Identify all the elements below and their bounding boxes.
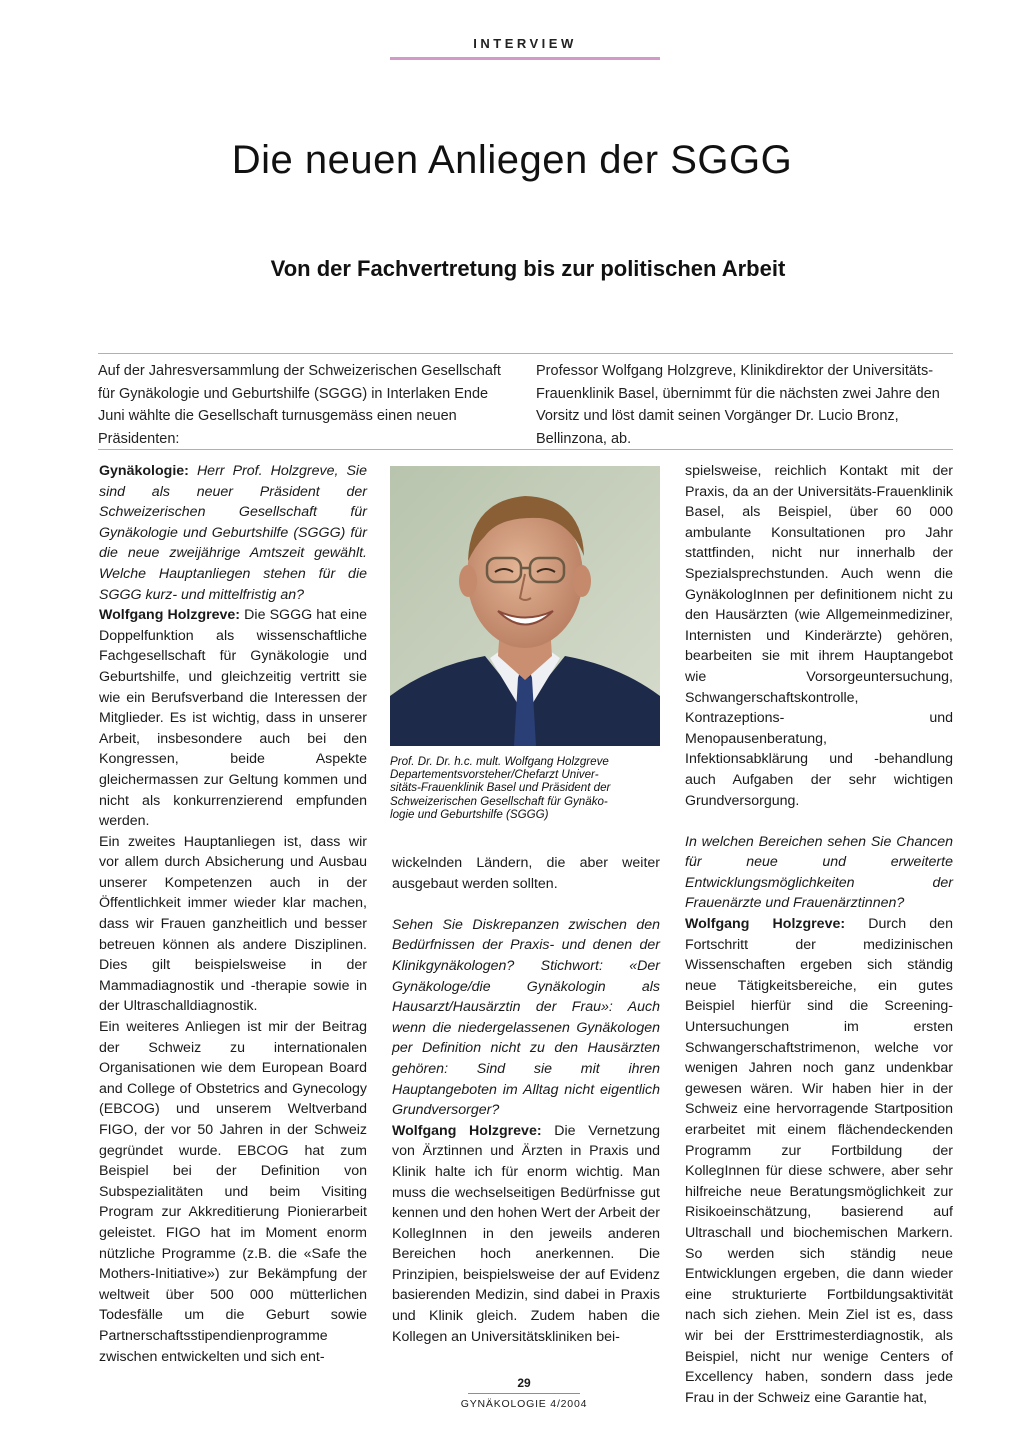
lead-left: Auf der Jahresversammlung der Schweizerischen Gesellschaft für Gynäkologie und Geburtshilfe (SGGG) in Interlaken Ende Juni wählte die Gesellschaft turnusgemäss einen neuen Präsidenten: (98, 363, 501, 447)
article-title: Die neuen Anliegen der SGGG (231, 138, 793, 182)
answer-3-speaker: Wolfgang Holzgreve: (685, 916, 846, 933)
portrait-illustration (390, 466, 660, 746)
caption-line-3: sitäts-Frauenklinik Basel und Präsident der (390, 781, 611, 795)
answer-3-text: Durch den Fortschritt der medizinischen Wissenschaften ergeben sich ständig neue Tätigkeitsbereiche, ein gutes Beispiel hierfür sind die Screening-Untersuchungen im ersten Schwangerschaftstrimenon, welche vor wenigen Jahren noch ganz undenkbar gewesen wären. Wir haben hier in der Schweiz eine hervorragende Startposition erarbeitet mit einem flächendeckenden Programm zur Fortbildung der KollegInnen für diese schwere, aber sehr hilfreiche neue Beratungsmöglichkeit zur Risikoeinschätzung, basierend auf Ultraschall und biochemischen Markern. So werden sich ständig neue Entwicklungen ergeben, die dann wieder eine strukturierte Fortbildungsaktivität nach sich ziehen. Mein Ziel ist es, dass wir bei der Ersttrimesterdiagnostik, als Beispiel, nicht nur wenige Centers of Excellency haben, sondern dass jede Frau in der Schweiz eine Garantie hat, (685, 916, 953, 1406)
caption-line-4: Schweizerischen Gesellschaft für Gynäko- (390, 794, 608, 808)
lead-right: Professor Wolfgang Holzgreve, Klinikdirektor der Universitäts-Frauenklinik Basel, übernimmt für die nächsten zwei Jahre den Vorsitz und löst damit seinen Vorgänger Dr. Lucio Bronz, Bellinzona, ab. (536, 363, 940, 447)
answer-1-para-2: Ein zweites Hauptanliegen ist, dass wir vor allem durch Absicherung und Ausbau unserer Kompetenzen auch in der Öffentlichkeit immer wieder klar machen, dass wir Frauen ganzheitlich und besser betreuen können als andere Disziplinen. Dies gilt beispielsweise in der Mammadiagnostik und -therapie sowie in der Ultraschalldiagnostik. (99, 833, 367, 1015)
caption-line-5: logie und Geburtshilfe (SGGG) (390, 807, 549, 821)
section-label: INTERVIEW (473, 36, 577, 51)
question-1-speaker: Gynäkologie: (99, 463, 189, 479)
caption-name: Prof. Dr. Dr. h.c. mult. Wolfgang Holzgreve (390, 755, 609, 768)
answer-2 (392, 1121, 660, 1348)
column-1 (99, 461, 367, 1367)
column-3 (685, 461, 953, 1408)
footer-rule (468, 1393, 580, 1394)
page-number: 29 (517, 1376, 531, 1390)
answer-2-text: Die Vernetzung von Ärztinnen und Ärzten in Praxis und Klinik halte ich für enorm wichtig. Man muss die wechselseitigen Bedürfnisse gut kennen und den hohen Wert der Arbeit der KollegInnen in den jeweils anderen Bereichen hoch anerkennen. Die Prinzipien, beispielsweise der auf Evidenz basierenden Medizin, sind dabei in Praxis und Klinik gleich. Zudem haben die Kollegen an Universitätskliniken bei- (392, 1122, 660, 1345)
caption-line-2: Departementsvorsteher/Chefarzt Univer- (390, 768, 599, 782)
answer-1-para-1: Die SGGG hat eine Doppelfunktion als wissenschaftliche Fachgesellschaft für Gynäkologie und Geburtshilfe, und gleichzeitig vertritt sie wie ein Berufsverband die Interessen der Mitglieder. Es ist wichtig, dass in unserer Arbeit, insbesondere auch bei den Kongressen, beide Aspekte gleichermassen zur Geltung kommen und nicht als konkurrenzierend empfunden werden. (99, 607, 367, 830)
section-rule (390, 57, 660, 60)
column-2 (392, 853, 660, 1347)
publication-name: GYNÄKOLOGIE 4/2004 (460, 1398, 588, 1410)
photo-caption (390, 755, 660, 821)
answer-1-speaker: Wolfgang Holzgreve: (99, 607, 241, 624)
article-subtitle: Von der Fachvertretung bis zur politischen Arbeit (270, 256, 786, 281)
question-1-text: Herr Prof. Holzgreve, Sie sind als neuer Präsident der Schweizerischen Gesellschaft für Gynäkologie und Geburtshilfe (SGGG) für die neue zweijährige Amtszeit gewählt. Welche Hauptanliegen stehen für die SGGG kurz- und mittelfristig an? (99, 463, 367, 603)
answer-2-speaker: Wolfgang Holzgreve: (392, 1122, 542, 1139)
lead-bottom-rule (98, 449, 953, 450)
question-1 (99, 461, 367, 605)
question-3: In welchen Bereichen sehen Sie Chancen für neue und erweiterte Entwicklungsmöglichkeiten der Frauenärzte und Frauenärztinnen? (685, 833, 953, 912)
question-2: Sehen Sie Diskrepanzen zwischen den Bedürfnissen der Praxis- und denen der Klinikgynäkologen? Stichwort: «Der Gynäkologe/die Gynäkologin als Hausarzt/Hausärztin der Frau»: Auch wenn die niedergelassenen Gynäkologen per Definition nicht zu den Hausärzten gehören: Sind sie mit ihren Hauptangeboten im Alltag nicht eigentlich Grundversorger? (392, 916, 660, 1119)
answer-3 (685, 914, 953, 1408)
lead-top-rule (98, 353, 953, 354)
answer-1-para-3: Ein weiteres Anliegen ist mir der Beitrag der Schweiz zu internationalen Organisationen wie dem European Board and College of Obstetrics and Gynecology (EBCOG) und unserem Weltverband FIGO, der vor 50 Jahren in der Schweiz gegründet wurde. EBCOG hat zum Beispiel bei der Definition von Subspezialitäten und beim Visiting Program zur Akkreditierung Pionierarbeit geleistet. FIGO hat im Moment enorm nützliche Programme (z.B. die «Safe the Mothers-Initiative») zur Bekämpfung der weltweit über 500 000 mütterlichen Todesfälle um die Geburt sowie Partnerschaftsstipendienprogramme zwischen entwickelten und sich ent- (99, 1019, 367, 1365)
answer-1 (99, 605, 367, 832)
portrait-photo (390, 466, 660, 746)
column-3-continuation: spielsweise, reichlich Kontakt mit der Praxis, da an der Universitäts-Frauenklinik Basel, als Beispiel, über 60 000 ambulante Konsultationen pro Jahr stattfinden, nicht nur innerhalb der Spezialsprechstunden. Auch wenn die GynäkologInnen per definitionem nicht zu den Hausärzten (wie Allgemeinmediziner, Internisten und Kinderärzte) gehören, bearbeiten sie mit ihrem Hauptangebot wie Vorsorgeuntersuchung, Schwangerschaftskontrolle, Kontrazeptions- und Menopausenberatung, Infektionsabklärung und -behandlung auch Aufgaben der sehr wichtigen Grundversorgung. (685, 463, 953, 809)
column-2-continuation: wickelnden Ländern, die aber weiter ausgebaut werden sollten. (392, 855, 660, 892)
